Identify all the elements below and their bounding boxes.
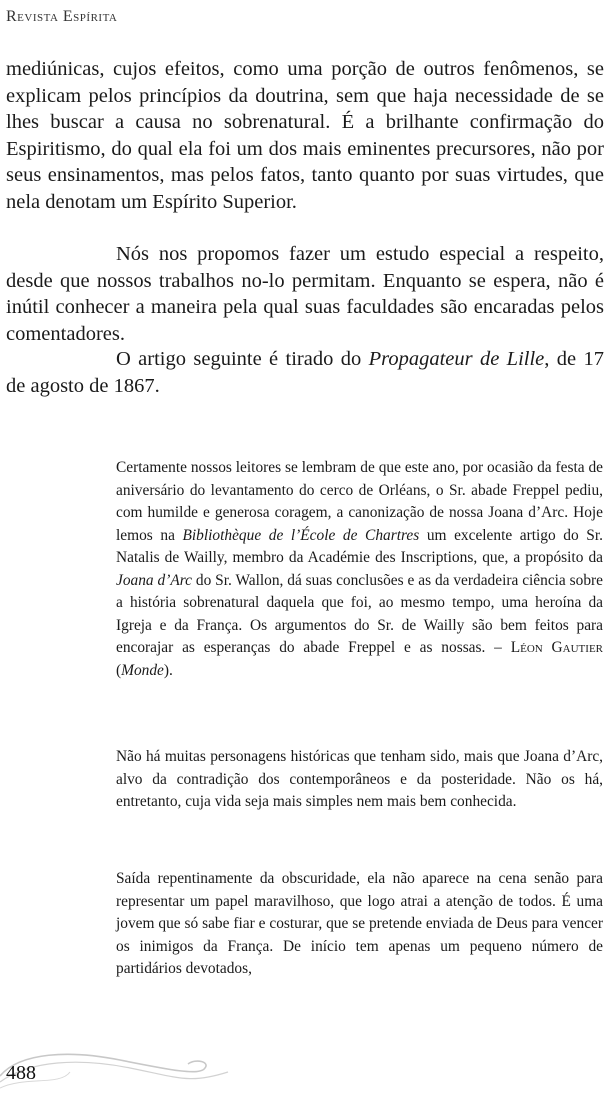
page-number: 488 [6, 1062, 36, 1084]
book-title: Joana d’Arc [116, 571, 192, 589]
quote-1-part-2: um excelente artigo do Sr. Natalis de Wailly, membro da Académie des Inscriptions, que, a propósito da [116, 526, 603, 566]
block-quote-paragraph-3: Saída repentinamente da obscuridade, ela não aparece na cena senão para representar um papel maravilhoso, que logo atrai a atenção de todos. É uma jovem que só sabe fiar e costurar, que se pretende enviada de Deus para vencer os inimigos da França. De início tem apenas um pequeno número de partidários devotados, [116, 870, 603, 977]
body-paragraph-2: Nós nos propomos fazer um estudo especial a respeito, desde que nossos trabalhos no-lo permitam. Enquanto se espera, não é inútil conhecer a maneira pela qual suas faculdades são encaradas pelos comentadores. [6, 243, 604, 345]
body-paragraph-1: mediúnicas, cujos efeitos, como uma porção de outros fenômenos, se explicam pelos princípios da doutrina, sem que haja necessidade de se lhes buscar a causa no sobrenatural. É a brilhante confirmação do Espiritismo, do qual ela foi um dos mais eminentes precursores, não por seus ensinamentos, mas pelos fatos, tanto quanto por suas virtudes, que nela denotam um Espírito Superior. [6, 58, 604, 213]
body-paragraph-3 [6, 346, 604, 399]
quote-author: Léon Gautier [510, 639, 603, 656]
quote-source: Monde [121, 661, 164, 679]
running-head: Revista Espírita [6, 8, 118, 25]
quote-1-part-3: do Sr. Wallon, dá suas conclusões e as da verdadeira ciência sobre a história sobrenatural daquela que foi, ao mesmo tempo, uma heroína da Igreja e da França. Os argumentos do Sr. de Wailly são bem feitos para encorajar as esperanças do abade Freppel e as nossas. – [116, 571, 603, 656]
block-quote-paragraph-1 [116, 457, 603, 682]
quote-paren-open: ( [116, 661, 122, 679]
quote-1-part-1: Certamente nossos leitores se lembram de que este ano, por ocasião da festa de aniversário do levantamento do cerco de Orléans, o Sr. abade Freppel pediu, com humilde e generosa coragem, a canonização de nossa Joana d’Arc. Hoje lemos na [116, 459, 603, 544]
paragraph-3-text-before: O artigo seguinte é tirado do [116, 348, 369, 370]
paragraph-3-text-after: , de 17 de agosto de 1867. [6, 348, 604, 397]
block-quote-paragraph-2: Não há muitas personagens históricas que tenham sido, mais que Joana d’Arc, alvo da contradição dos contemporâneos e da posteridade. Não os há, entretanto, cuja vida seja mais simples nem mais bem conhecida. [116, 748, 603, 810]
journal-title: Bibliothèque de l’École de Chartres [182, 526, 420, 544]
quote-paren-close: ). [163, 661, 173, 679]
source-title: Propagateur de Lille [368, 348, 545, 370]
